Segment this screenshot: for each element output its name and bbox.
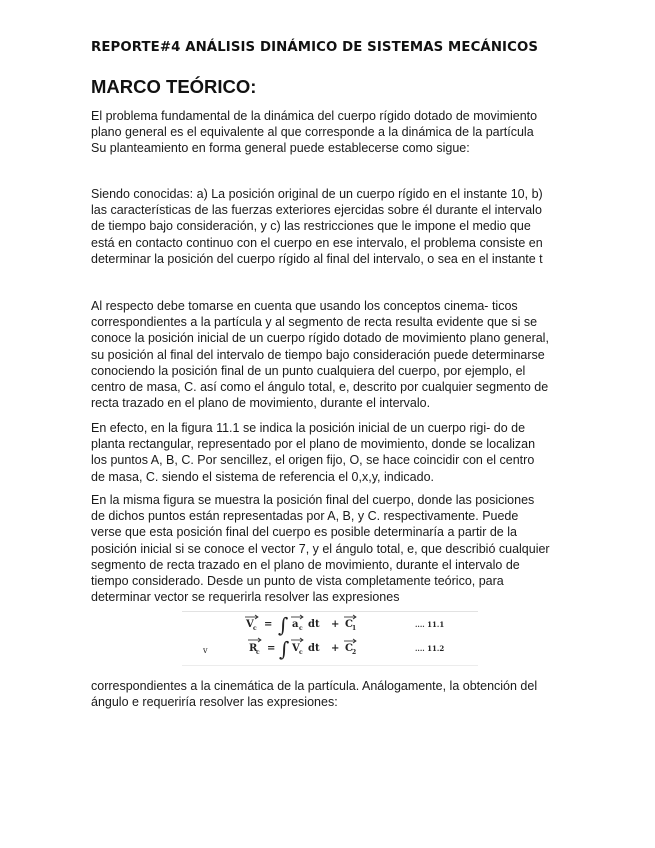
text-line: tiempo considerado. Desde un punto de vista completamente teórico, para [91, 574, 504, 589]
text-line: recta trazado en el plano de movimiento, durante el intervalo. [91, 396, 431, 411]
eq1-const: C [345, 619, 353, 630]
eq2-integrand: V [292, 643, 300, 654]
eq2-lhs: R [249, 643, 258, 654]
text-line: centro de masa, C. así como el ángulo total, e, descrito por cualquier segmento de [91, 380, 549, 395]
text-line: planta rectangular, representado por el plano de movimiento, donde se localizan [91, 437, 536, 452]
eq1-integrand-sub: c [299, 625, 303, 632]
text-line: correspondientes a la cinemática de la partícula. Análogamente, la obtención del [91, 679, 538, 693]
text-line: Al respecto debe tomarse en cuenta que usando los conceptos cinema- ticos [91, 299, 518, 313]
text-line: determinar la posición del cuerpo rígido al final del intervalo, o sea en el instante t [91, 251, 543, 266]
text-line: En efecto, en la figura 11.1 se indica la posición inicial de un cuerpo rigi- do de [91, 421, 526, 435]
text-line: ángulo e requeriría resolver las expresiones: [91, 695, 338, 710]
text-line: de masa, C. siendo el sistema de referencia el 0,x,y, indicado. [91, 469, 434, 484]
report-header: REPORTE#4 ANÁLISIS DINÁMICO DE SISTEMAS MECÁNICOS [91, 40, 539, 55]
equation-side-mark: v [203, 646, 208, 655]
paragraph-5 [91, 492, 571, 605]
text-line: las características de las fuerzas exteriores ejercidas sobre él durante el intervalo [91, 203, 542, 218]
eq1-lhs: V [246, 619, 254, 630]
eq2-plus: + [331, 643, 340, 654]
eq2-dt: dt [308, 643, 320, 654]
text-line: Su planteamiento en forma general puede establecerse como sigue: [91, 141, 470, 156]
eq2-number: .... 11.2 [415, 644, 445, 653]
text-line: Siendo conocidas: a) La posición original de un cuerpo rígido en el instante 10, b) [91, 187, 543, 201]
text-line: correspondientes a la partícula y al segmento de recta resulta evidente que si se [91, 315, 538, 330]
paragraph-4 [91, 420, 571, 485]
eq1-integrand: a [292, 619, 299, 630]
eq1-integral-sign: ∫ [278, 613, 289, 637]
text-line: El problema fundamental de la dinámica del cuerpo rígido dotado de movimiento [91, 109, 538, 123]
eq2-const-sub: 2 [352, 649, 357, 656]
paragraph-2 [91, 186, 571, 267]
text-line: de dichos puntos están representadas por A, B, y C. respectivamente. Puede [91, 509, 519, 524]
text-line: segmento de recta trazado en el plano de movimiento, durante el intervalo de [91, 557, 520, 572]
eq1-lhs-sub: c [253, 625, 257, 632]
eq2-const: C [345, 643, 353, 654]
eq1-equals: = [264, 619, 273, 630]
text-line: determinar vector se requerirla resolver las expresiones [91, 590, 400, 605]
paragraph-3 [91, 298, 571, 411]
eq2-integrand-sub: c [299, 649, 303, 656]
equation-bottom-border [182, 665, 478, 666]
eq1-plus: + [331, 619, 340, 630]
eq1-dt: dt [308, 619, 320, 630]
section-title: MARCO TEÓRICO: [91, 76, 257, 97]
eq2-integral-sign: ∫ [279, 637, 290, 661]
text-line: los puntos A, B, C. Por sencillez, el origen fijo, O, se hace coincidir con el centro [91, 453, 535, 468]
text-line: conoce la posición inicial de un cuerpo rígido dotado de movimiento plano general, [91, 331, 549, 346]
paragraph-6 [91, 678, 571, 710]
text-line: conociendo la posición final de un punto cualquiera del cuerpo, por ejemplo, el [91, 363, 526, 378]
text-line: de tiempo bajo consideración, y c) las restricciones que le impone el medio que [91, 219, 531, 234]
eq1-const-sub: 1 [352, 625, 357, 632]
text-line: su posición al final del intervalo de tiempo bajo consideración puede determinarse [91, 347, 545, 362]
text-line: En la misma figura se muestra la posición final del cuerpo, donde las posiciones [91, 493, 535, 507]
text-line: plano general es el equivalente al que corresponde a la dinámica de la partícula [91, 125, 534, 140]
eq2-equals: = [267, 643, 276, 654]
paragraph-1 [91, 108, 571, 157]
eq2-lhs-sub: c [256, 649, 260, 656]
text-line: verse que esta posición final del cuerpo es posible determinaría a partir de la [91, 525, 517, 540]
eq1-number: .... 11.1 [415, 620, 445, 629]
equation-image [182, 611, 478, 666]
equation-figure [182, 611, 478, 666]
text-line: está en contacto continuo con el cuerpo en ese intervalo, el problema consiste en [91, 235, 543, 250]
text-line: posición inicial si se conoce el vector 7, y el ángulo total, e, que describió cualquier [91, 541, 550, 556]
